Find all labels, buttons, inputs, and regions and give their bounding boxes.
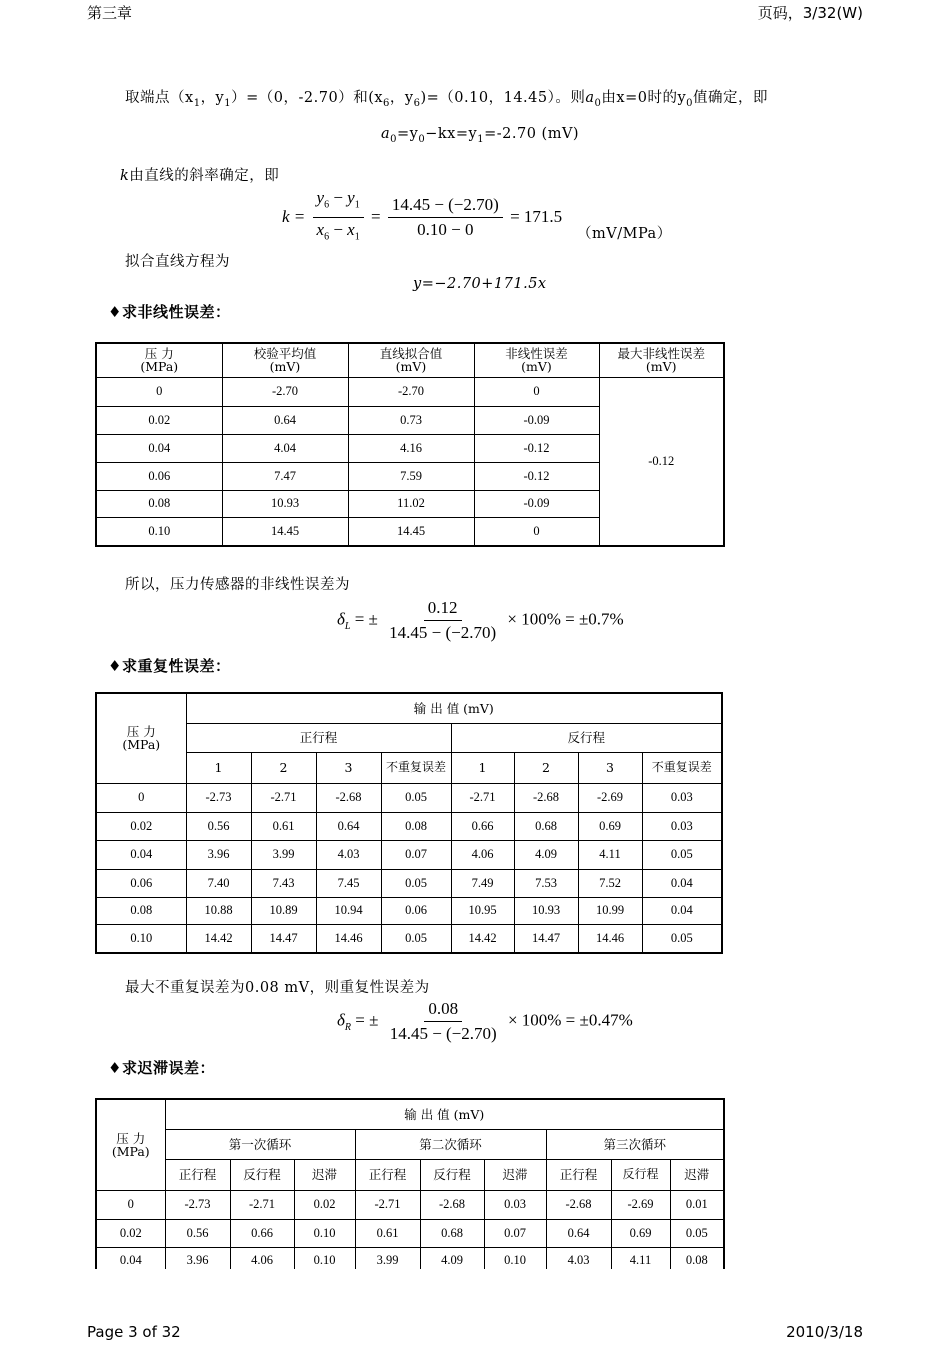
table-cell: 14.45 bbox=[222, 517, 348, 546]
table-cell: 14.47 bbox=[251, 924, 316, 953]
table-cell: -2.69 bbox=[578, 783, 642, 812]
table-cell: 0.04 bbox=[642, 869, 722, 897]
table-cell: 0.66 bbox=[230, 1219, 294, 1247]
table-cell: -2.71 bbox=[251, 783, 316, 812]
header-cell: 2 bbox=[251, 752, 316, 783]
header-cell: 迟滞 bbox=[294, 1159, 355, 1190]
table-cell: -2.70 bbox=[348, 377, 474, 406]
header-cell: 不重复误差 bbox=[642, 752, 722, 783]
table-cell: 0 bbox=[474, 517, 599, 546]
header-cell: 2 bbox=[514, 752, 578, 783]
table-cell: 0.02 bbox=[96, 812, 186, 840]
max-nonlinearity-cell: -0.12 bbox=[599, 377, 724, 546]
table-cell: 10.89 bbox=[251, 897, 316, 924]
nonlinearity-table bbox=[95, 342, 725, 547]
table-cell: 0.64 bbox=[316, 812, 381, 840]
hysteresis-table bbox=[95, 1098, 725, 1269]
table-cell: -0.12 bbox=[474, 434, 599, 462]
table-cell: 0.06 bbox=[381, 897, 451, 924]
table-cell: 0.10 bbox=[484, 1247, 546, 1269]
slope-formula: k = $\frac{y_6 - y_1}{x_6 - x_1}$ = $\frac{14.45 - (-2.70)}{0.10 - 0}$ = 171.5 bbox=[282, 188, 563, 243]
footer-page: Page 3 of 32 bbox=[87, 1323, 181, 1341]
cycle-header: 第一次循环 bbox=[165, 1129, 355, 1159]
section-hysteresis: ♦求迟滞误差： bbox=[108, 1059, 215, 1077]
output-header: 输 出 值 (mV) bbox=[186, 693, 722, 723]
cycle-header: 第三次循环 bbox=[546, 1129, 724, 1159]
table-cell: -2.71 bbox=[451, 783, 514, 812]
table-cell: 0.61 bbox=[251, 812, 316, 840]
repeatability-formula: $\delta_R$ = ± $\frac{0.08}{14.45 - (-2.70)}$ × 100% = ±0.47% bbox=[337, 999, 633, 1043]
table-cell: -2.73 bbox=[165, 1190, 230, 1219]
table-cell: 14.45 bbox=[348, 517, 474, 546]
header-cell: 校验平均值 (mV) bbox=[222, 343, 348, 377]
table-cell: 4.16 bbox=[348, 434, 474, 462]
table-cell: 0.01 bbox=[670, 1190, 724, 1219]
table-cell: 0.05 bbox=[381, 783, 451, 812]
table-cell: 0.10 bbox=[96, 517, 222, 546]
table-cell: 0.10 bbox=[294, 1219, 355, 1247]
header-cell: 不重复误差 bbox=[381, 752, 451, 783]
footer-date: 2010/3/18 bbox=[786, 1323, 863, 1341]
table-cell: 0.08 bbox=[96, 490, 222, 517]
forward-header: 正行程 bbox=[186, 723, 451, 752]
header-cell: 正行程 bbox=[355, 1159, 420, 1190]
table-cell: 4.04 bbox=[222, 434, 348, 462]
table-cell: 14.42 bbox=[451, 924, 514, 953]
reverse-header: 反行程 bbox=[451, 723, 722, 752]
header-cell: 最大非线性误差 (mV) bbox=[599, 343, 724, 377]
header-cell: 正行程 bbox=[165, 1159, 230, 1190]
header-cell: 直线拟合值 (mV) bbox=[348, 343, 474, 377]
table-cell: 3.99 bbox=[355, 1247, 420, 1269]
table-cell: 0.04 bbox=[96, 840, 186, 869]
header-cell: 3 bbox=[578, 752, 642, 783]
table-cell: 0.10 bbox=[294, 1247, 355, 1269]
header-cell: 迟滞 bbox=[484, 1159, 546, 1190]
table-cell: 0 bbox=[474, 377, 599, 406]
table-cell: -2.71 bbox=[230, 1190, 294, 1219]
table-cell: 0.02 bbox=[294, 1190, 355, 1219]
table-cell: 4.09 bbox=[514, 840, 578, 869]
output-header: 输 出 值 (mV) bbox=[165, 1099, 724, 1129]
table-cell: 7.47 bbox=[222, 462, 348, 490]
table-cell: 0.08 bbox=[96, 897, 186, 924]
table-cell: 0.56 bbox=[165, 1219, 230, 1247]
table-cell: 4.06 bbox=[230, 1247, 294, 1269]
table-cell: 7.49 bbox=[451, 869, 514, 897]
table-cell: 3.99 bbox=[251, 840, 316, 869]
cycle-header: 第二次循环 bbox=[355, 1129, 546, 1159]
table-cell: 10.95 bbox=[451, 897, 514, 924]
table-cell: 0.66 bbox=[451, 812, 514, 840]
table-cell: 0.07 bbox=[484, 1219, 546, 1247]
table-cell: -2.68 bbox=[546, 1190, 611, 1219]
table-cell: 0.05 bbox=[381, 924, 451, 953]
table-cell: 3.96 bbox=[165, 1247, 230, 1269]
table-cell: 7.40 bbox=[186, 869, 251, 897]
table-cell: 0.08 bbox=[381, 812, 451, 840]
table-cell: 4.03 bbox=[316, 840, 381, 869]
a0-equation: $a_0=y_0-kx=y_1=-2.70$ (mV) bbox=[381, 126, 580, 145]
table-cell: -0.09 bbox=[474, 490, 599, 517]
table-cell: 0.05 bbox=[670, 1219, 724, 1247]
table-cell: 0.07 bbox=[381, 840, 451, 869]
table-cell: 7.43 bbox=[251, 869, 316, 897]
table-cell: 0.68 bbox=[420, 1219, 484, 1247]
table-cell: 14.46 bbox=[578, 924, 642, 953]
table-cell: 0 bbox=[96, 377, 222, 406]
table-cell: 7.53 bbox=[514, 869, 578, 897]
table-cell: -2.70 bbox=[222, 377, 348, 406]
table-cell: 0.64 bbox=[222, 406, 348, 434]
header-cell: 3 bbox=[316, 752, 381, 783]
slope-unit: （mV/MPa） bbox=[577, 226, 672, 242]
table-cell: -2.68 bbox=[316, 783, 381, 812]
nonlinearity-label: 所以，压力传感器的非线性误差为 bbox=[125, 577, 350, 593]
table-cell: 0.06 bbox=[96, 869, 186, 897]
table-cell: 7.52 bbox=[578, 869, 642, 897]
endpoint-paragraph: 取端点（$x_1$，$y_1)=(0$，-2.70）和($x_6$，$y_6)=(0.10$，14.45）。则$a_0$由x=0时的$y_0$值确定，即 bbox=[125, 90, 769, 109]
table-cell: -2.73 bbox=[186, 783, 251, 812]
chapter-title: 第三章 bbox=[87, 4, 133, 22]
repeatability-label: 最大不重复误差为0.08 mV，则重复性误差为 bbox=[125, 980, 430, 996]
header-cell: 反行程 bbox=[611, 1159, 670, 1190]
fit-label: 拟合直线方程为 bbox=[125, 254, 230, 270]
table-cell: -2.69 bbox=[611, 1190, 670, 1219]
table-cell: 0.04 bbox=[96, 1247, 165, 1269]
table-cell: 0.03 bbox=[642, 812, 722, 840]
table-cell: 11.02 bbox=[348, 490, 474, 517]
table-cell: 0 bbox=[96, 1190, 165, 1219]
table-cell: 0.04 bbox=[642, 897, 722, 924]
table-cell: 4.06 bbox=[451, 840, 514, 869]
header-cell: 非线性误差 (mV) bbox=[474, 343, 599, 377]
table-cell: 0.02 bbox=[96, 1219, 165, 1247]
header-cell: 正行程 bbox=[546, 1159, 611, 1190]
table-cell: 0.68 bbox=[514, 812, 578, 840]
nonlinearity-formula: $\delta_L$ = ± $\frac{0.12}{14.45 - (-2.70)}$ × 100% = ±0.7% bbox=[337, 598, 624, 642]
table-cell: 14.46 bbox=[316, 924, 381, 953]
table-cell: 4.09 bbox=[420, 1247, 484, 1269]
table-cell: 4.11 bbox=[578, 840, 642, 869]
table-cell: 10.93 bbox=[514, 897, 578, 924]
table-cell: -2.68 bbox=[420, 1190, 484, 1219]
table-cell: 0.73 bbox=[348, 406, 474, 434]
section-nonlinearity: ♦求非线性误差： bbox=[108, 303, 231, 321]
page-code: 页码，3/32(W) bbox=[757, 4, 863, 22]
table-cell: 0.02 bbox=[96, 406, 222, 434]
section-repeatability: ♦求重复性误差： bbox=[108, 657, 231, 675]
table-cell: 0.05 bbox=[642, 840, 722, 869]
slope-intro: k由直线的斜率确定，即 bbox=[120, 168, 280, 184]
table-cell: 4.11 bbox=[611, 1247, 670, 1269]
table-cell: 7.45 bbox=[316, 869, 381, 897]
table-cell: 0.05 bbox=[381, 869, 451, 897]
table-cell: 0.03 bbox=[642, 783, 722, 812]
table-cell: -2.68 bbox=[514, 783, 578, 812]
table-cell: 0 bbox=[96, 783, 186, 812]
table-cell: -0.09 bbox=[474, 406, 599, 434]
table-cell: 0.06 bbox=[96, 462, 222, 490]
header-cell: 反行程 bbox=[420, 1159, 484, 1190]
header-cell: 迟滞 bbox=[670, 1159, 724, 1190]
hysteresis-table-clip bbox=[95, 1098, 727, 1269]
table-cell: 0.03 bbox=[484, 1190, 546, 1219]
table-cell: 14.47 bbox=[514, 924, 578, 953]
pressure-header: 压 力 (MPa) bbox=[96, 1099, 165, 1190]
table-cell: 10.93 bbox=[222, 490, 348, 517]
table-cell: 0.05 bbox=[642, 924, 722, 953]
table-cell: 10.99 bbox=[578, 897, 642, 924]
table-cell: 4.03 bbox=[546, 1247, 611, 1269]
header-cell: 1 bbox=[186, 752, 251, 783]
table-cell: 0.04 bbox=[96, 434, 222, 462]
table-cell: -0.12 bbox=[474, 462, 599, 490]
table-cell: 0.56 bbox=[186, 812, 251, 840]
table-cell: 0.61 bbox=[355, 1219, 420, 1247]
fit-equation: y=−2.70+171.5x bbox=[413, 276, 547, 292]
header-cell: 反行程 bbox=[230, 1159, 294, 1190]
header-cell: 压 力 (MPa) bbox=[96, 343, 222, 377]
header-cell: 1 bbox=[451, 752, 514, 783]
table-cell: 7.59 bbox=[348, 462, 474, 490]
repeatability-table bbox=[95, 692, 723, 954]
table-cell: 0.69 bbox=[578, 812, 642, 840]
table-cell: 0.69 bbox=[611, 1219, 670, 1247]
table-cell: 10.94 bbox=[316, 897, 381, 924]
table-cell: 3.96 bbox=[186, 840, 251, 869]
table-cell: 0.10 bbox=[96, 924, 186, 953]
table-cell: 0.08 bbox=[670, 1247, 724, 1269]
table-cell: 14.42 bbox=[186, 924, 251, 953]
pressure-header: 压 力 (MPa) bbox=[96, 693, 186, 783]
table-cell: 0.64 bbox=[546, 1219, 611, 1247]
table-cell: -2.71 bbox=[355, 1190, 420, 1219]
table-cell: 10.88 bbox=[186, 897, 251, 924]
